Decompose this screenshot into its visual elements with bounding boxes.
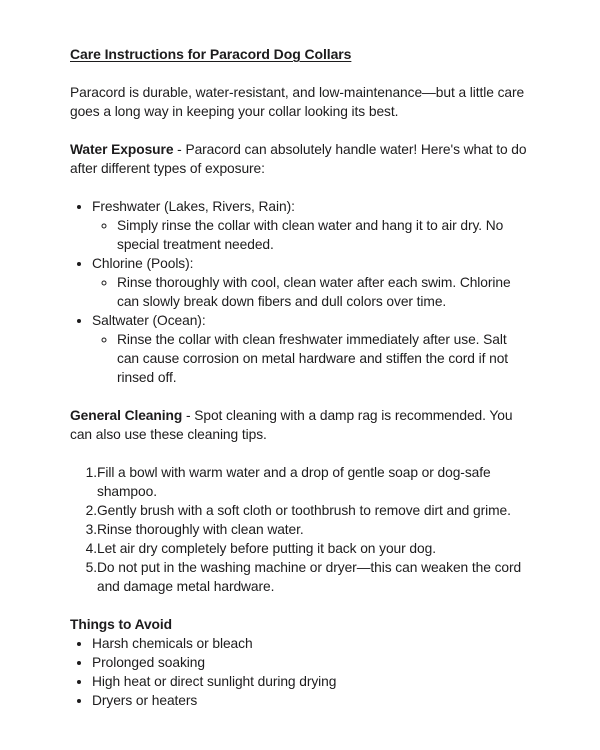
cleaning-step-3: 3. Rinse thoroughly with clean water. (97, 520, 532, 539)
list-item-label: Saltwater (Ocean): (92, 313, 206, 328)
list-item-chlorine (92, 254, 532, 311)
general-cleaning-heading: General Cleaning (70, 408, 183, 423)
list-item-detail: ◦ Rinse thoroughly with cool, clean water after each swim. Chlorine can slowly break down fibers and dull colors over time. (117, 273, 532, 311)
page-title: Care Instructions for Paracord Dog Collars (70, 46, 352, 62)
water-exposure-paragraph (70, 140, 532, 178)
water-exposure-list (70, 197, 532, 387)
section-things-to-avoid (70, 615, 532, 710)
avoid-item-4: • Dryers or heaters (92, 691, 532, 710)
avoid-item-1: • Harsh chemicals or bleach (92, 634, 532, 653)
cleaning-step-4: 4. Let air dry completely before putting it back on your dog. (97, 539, 532, 558)
list-item-detail: ◦ Simply rinse the collar with clean water and hang it to air dry. No special treatment needed. (117, 216, 532, 254)
water-exposure-lead: - Paracord can absolutely handle water! Here's what to do after different types of exposure: (70, 142, 527, 176)
list-item-label: Freshwater (Lakes, Rivers, Rain): (92, 199, 295, 214)
avoid-item-3: • High heat or direct sunlight during drying (92, 672, 532, 691)
cleaning-step-5: 5. Do not put in the washing machine or dryer—this can weaken the cord and damage metal hardware. (97, 558, 532, 596)
cleaning-step-1: 1. Fill a bowl with warm water and a drop of gentle soap or dog-safe shampoo. (97, 463, 532, 501)
intro-paragraph: Paracord is durable, water-resistant, and low-maintenance—but a little care goes a long way in keeping your collar looking its best. (70, 85, 525, 119)
things-to-avoid-list (70, 634, 532, 710)
things-to-avoid-heading (70, 615, 532, 634)
general-cleaning-lead: - Spot cleaning with a damp rag is recommended. You can also use these cleaning tips. (70, 408, 513, 442)
general-cleaning-paragraph (70, 406, 532, 444)
list-item-detail: ◦ Rinse the collar with clean freshwater immediately after use. Salt can cause corrosion on metal hardware and stiffen the cord if not rinsed off. (117, 330, 532, 387)
section-general-cleaning (70, 406, 532, 596)
cleaning-steps-list (70, 463, 532, 596)
cleaning-step-2: 2. Gently brush with a soft cloth or toothbrush to remove dirt and grime. (97, 501, 532, 520)
avoid-item-2: • Prolonged soaking (92, 653, 532, 672)
section-water-exposure (70, 140, 532, 387)
saltwater-sublist (92, 330, 532, 387)
list-item-label: Chlorine (Pools): (92, 256, 194, 271)
list-item-freshwater (92, 197, 532, 254)
list-item-saltwater (92, 311, 532, 387)
things-to-avoid-heading-text: Things to Avoid (70, 617, 173, 632)
chlorine-sublist (92, 273, 532, 311)
water-exposure-heading: Water Exposure (70, 142, 174, 157)
freshwater-sublist (92, 216, 532, 254)
